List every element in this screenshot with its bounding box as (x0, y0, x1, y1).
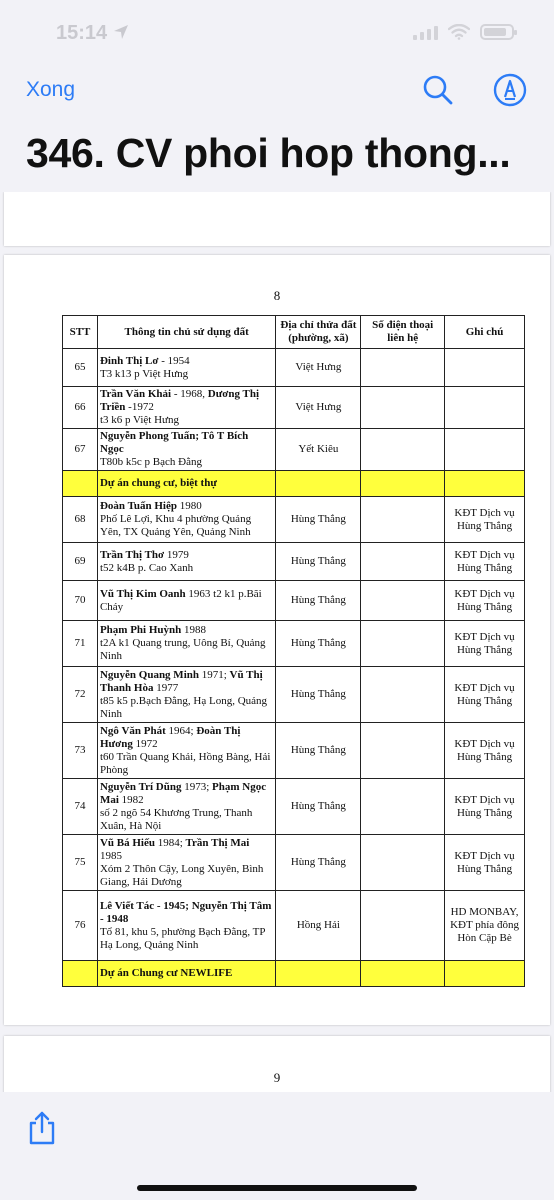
owner-address: T3 k13 p Việt Hưng (99, 367, 189, 380)
owner-name-2: Trần Thị Mai (185, 836, 250, 849)
row-ward: Hùng Thắng (276, 621, 361, 667)
page-number: 8 (273, 288, 281, 303)
owner-name: Nguyễn Phong Tuấn; Tô T Bích Ngọc (99, 430, 249, 455)
header-note: Ghi chú (445, 316, 525, 349)
row-note: KĐT Dịch vụ Hùng Thắng (445, 779, 525, 835)
section-cell (361, 471, 445, 497)
table-row (63, 891, 525, 961)
row-phone (361, 497, 445, 543)
section-cell (276, 471, 361, 497)
section-cell (361, 961, 445, 987)
owner-detail: 1980 (177, 500, 202, 512)
row-owner-info (97, 891, 276, 961)
section-cell (445, 471, 525, 497)
owner-name: Vũ Thị Kim Oanh (99, 587, 186, 600)
land-owner-table (62, 315, 525, 987)
row-stt: 67 (63, 429, 98, 471)
owner-address: t52 k4B p. Cao Xanh (99, 561, 194, 574)
row-phone (361, 835, 445, 891)
row-ward: Việt Hưng (276, 349, 361, 387)
owner-name: Nguyễn Quang Minh (99, 668, 199, 681)
owner-detail-2: 1985 (99, 849, 122, 862)
navigation-bar (0, 68, 554, 192)
section-title: Dự án chung cư, biệt thự (97, 471, 276, 497)
owner-address: t2A k1 Quang trung, Uông Bí, Quảng Ninh (99, 637, 266, 662)
pdf-page (4, 255, 550, 1025)
owner-detail: 1984; (154, 836, 186, 849)
header-owner-info: Thông tin chủ sử dụng đất (97, 316, 276, 349)
owner-name-2: Dương Thị Triền (99, 388, 260, 413)
owner-detail: 1971; (198, 668, 230, 681)
row-stt: 76 (63, 891, 98, 961)
owner-address: t3 k6 p Việt Hưng (99, 414, 179, 426)
owner-detail: 1963 t2 k1 p.Bãi Cháy (99, 587, 262, 613)
share-button[interactable] (26, 1110, 58, 1146)
row-note: HD MONBAY, KĐT phía đông Hòn Cặp Bè (445, 891, 525, 961)
row-stt: 73 (63, 723, 98, 779)
owner-name: Ngô Văn Phát (99, 724, 166, 737)
owner-address: Tổ 81, khu 5, phường Bạch Đằng, TP Hạ Long, Quảng Ninh (99, 925, 266, 951)
table-row (63, 723, 525, 779)
row-ward: Hùng Thắng (276, 497, 361, 543)
table-row (63, 497, 525, 543)
row-stt: 75 (63, 835, 98, 891)
row-phone (361, 891, 445, 961)
owner-address: Xóm 2 Thôn Cậy, Long Xuyên, Bình Giang, Hải Dương (99, 862, 264, 888)
pdf-viewer[interactable] (0, 192, 554, 1092)
owner-name: Đinh Thị Lơ (99, 354, 159, 367)
location-arrow-icon (113, 24, 129, 40)
header-stt: STT (63, 316, 98, 349)
row-stt: 65 (63, 349, 98, 387)
row-owner-info (97, 835, 276, 891)
table-row (63, 621, 525, 667)
row-stt: 66 (63, 387, 98, 429)
next-page-number: 9 (273, 1070, 281, 1085)
owner-name: Phạm Phi Huỳnh (99, 624, 182, 636)
row-note: KĐT Dịch vụ Hùng Thắng (445, 581, 525, 621)
row-ward: Việt Hưng (276, 387, 361, 429)
owner-detail-2: 1972 (132, 737, 158, 750)
row-ward: Hùng Thắng (276, 543, 361, 581)
row-owner-info (97, 779, 276, 835)
header-land-address: Địa chỉ thửa đất (phường, xã) (276, 316, 361, 349)
table-header-row (63, 316, 525, 349)
owner-address: t85 k5 p.Bạch Đằng, Hạ Long, Quảng Ninh (99, 694, 268, 720)
done-button[interactable]: Xong (26, 78, 76, 101)
owner-detail: - 1954 (158, 354, 190, 367)
search-icon (420, 72, 456, 108)
header-phone: Số điện thoại liên hệ (361, 316, 445, 349)
owner-name: Lê Viết Tác - 1945; Nguyễn Thị Tâm - 1948 (99, 899, 272, 925)
row-phone (361, 387, 445, 429)
pdf-page-next (4, 1036, 550, 1092)
row-note: KĐT Dịch vụ Hùng Thắng (445, 621, 525, 667)
row-ward: Hùng Thắng (276, 723, 361, 779)
status-time-text: 15:14 (56, 22, 108, 44)
pdf-page-previous (4, 192, 550, 246)
section-stt (63, 471, 98, 497)
battery-icon (480, 24, 514, 40)
search-button[interactable] (420, 72, 456, 108)
row-owner-info (97, 581, 276, 621)
table-row (63, 779, 525, 835)
row-note: KĐT Dịch vụ Hùng Thắng (445, 497, 525, 543)
owner-name: Vũ Bá Hiếu (99, 836, 155, 849)
row-ward: Hùng Thắng (276, 835, 361, 891)
row-note (445, 349, 525, 387)
row-owner-info (97, 723, 276, 779)
row-owner-info (97, 667, 276, 723)
section-title: Dự án Chung cư NEWLIFE (97, 961, 276, 987)
row-phone (361, 581, 445, 621)
status-indicators (413, 24, 514, 40)
home-indicator[interactable] (137, 1185, 417, 1191)
cellular-signal-icon (413, 24, 438, 40)
markup-pen-icon (492, 72, 528, 108)
owner-detail-2: 1982 (118, 793, 144, 806)
row-phone (361, 349, 445, 387)
status-time (56, 22, 129, 45)
row-phone (361, 543, 445, 581)
share-icon (26, 1110, 58, 1146)
owner-detail: 1988 (181, 624, 207, 636)
owner-address: T80b k5c p Bạch Đằng (99, 456, 202, 468)
row-phone (361, 429, 445, 471)
owner-detail-2: 1977 (153, 681, 179, 694)
owner-name-2: Đoàn Thị Hương (99, 724, 241, 750)
row-stt: 71 (63, 621, 98, 667)
row-owner-info (97, 429, 276, 471)
row-ward: Yết Kiêu (276, 429, 361, 471)
row-note (445, 429, 525, 471)
document-title: 346. CV phoi hop thong... (26, 130, 511, 176)
row-stt: 68 (63, 497, 98, 543)
row-note: KĐT Dịch vụ Hùng Thắng (445, 667, 525, 723)
owner-address: t60 Trần Quang Khải, Hồng Bàng, Hải Phòng (99, 750, 271, 776)
owner-name: Nguyễn Trí Dũng (99, 780, 182, 793)
table-row (63, 349, 525, 387)
section-cell (445, 961, 525, 987)
row-ward: Hồng Hải (276, 891, 361, 961)
owner-name: Đoàn Tuấn Hiệp (99, 500, 177, 512)
section-cell (276, 961, 361, 987)
row-note: KĐT Dịch vụ Hùng Thắng (445, 543, 525, 581)
markup-button[interactable] (492, 72, 528, 108)
row-owner-info (97, 497, 276, 543)
table-row (63, 667, 525, 723)
row-ward: Hùng Thắng (276, 667, 361, 723)
owner-detail-2: -1972 (125, 401, 154, 413)
row-phone (361, 667, 445, 723)
table-row (63, 429, 525, 471)
owner-detail: - 1968, (171, 388, 208, 400)
row-ward: Hùng Thắng (276, 779, 361, 835)
row-note: KĐT Dịch vụ Hùng Thắng (445, 723, 525, 779)
row-phone (361, 723, 445, 779)
row-owner-info (97, 621, 276, 667)
wifi-icon (448, 24, 470, 40)
owner-name-2: Vũ Thị Thanh Hòa (99, 668, 263, 694)
owner-detail: 1973; (181, 780, 213, 793)
section-stt (63, 961, 98, 987)
owner-detail: 1979 (164, 548, 189, 561)
owner-address: số 2 ngõ 54 Khương Trung, Thanh Xuân, Hà Nội (99, 806, 253, 832)
owner-address: Phố Lê Lợi, Khu 4 phường Quảng Yên, TX Quảng Yên, Quảng Ninh (99, 513, 252, 538)
row-phone (361, 621, 445, 667)
row-note (445, 387, 525, 429)
owner-name: Trần Thị Thơ (99, 548, 165, 561)
owner-name-2: Phạm Ngọc Mai (99, 780, 267, 806)
row-ward: Hùng Thắng (276, 581, 361, 621)
bottom-toolbar (0, 1092, 554, 1200)
row-phone (361, 779, 445, 835)
owner-name: Trần Văn Khải (99, 388, 172, 400)
section-row (63, 471, 525, 497)
owner-detail: 1964; (165, 724, 197, 737)
table-row (63, 387, 525, 429)
row-stt: 69 (63, 543, 98, 581)
section-row (63, 961, 525, 987)
status-bar (0, 0, 554, 68)
table-row (63, 543, 525, 581)
row-owner-info (97, 349, 276, 387)
row-note: KĐT Dịch vụ Hùng Thắng (445, 835, 525, 891)
table-row (63, 835, 525, 891)
row-stt: 70 (63, 581, 98, 621)
table-row (63, 581, 525, 621)
row-owner-info (97, 543, 276, 581)
row-owner-info (97, 387, 276, 429)
row-stt: 72 (63, 667, 98, 723)
row-stt: 74 (63, 779, 98, 835)
